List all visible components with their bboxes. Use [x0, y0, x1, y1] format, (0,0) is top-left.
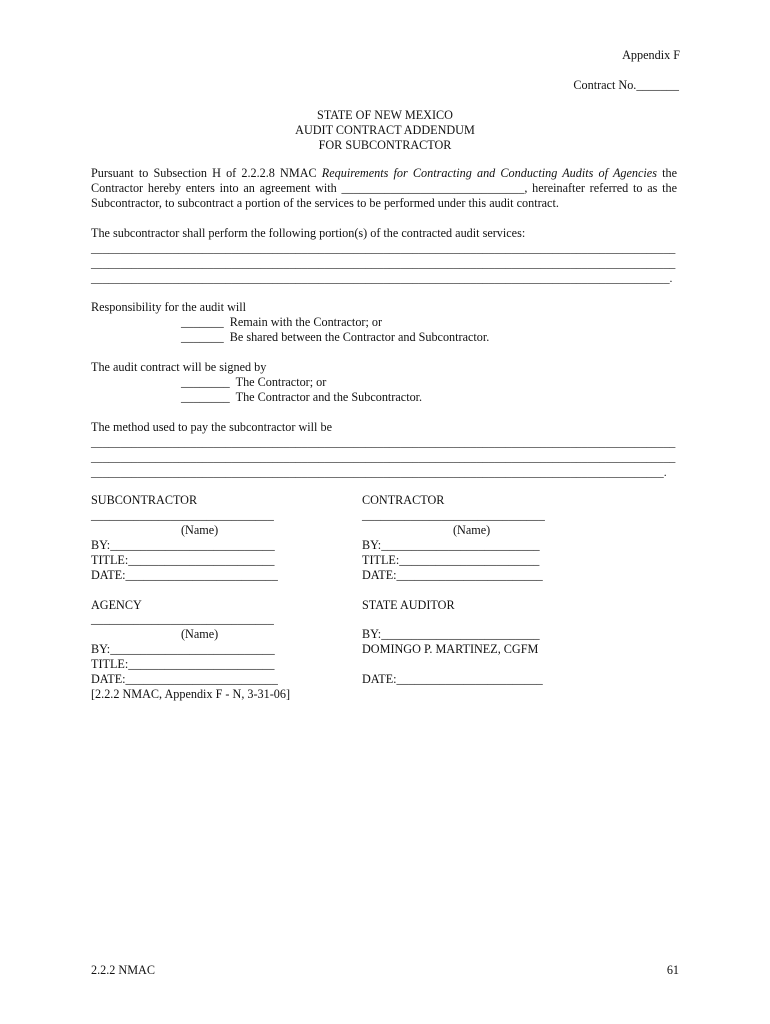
agency-date: DATE:_________________________ — [91, 672, 278, 686]
subcontractor-by: BY:___________________________ — [91, 538, 275, 552]
agency-name-label: (Name) — [181, 627, 219, 641]
intro-part-2: the Contractor hereby enters into an agreement with ______________________________, hereinafter referred to as the Subcontractor, to subcontract a portion of the services to be performed under this audit contract. — [91, 166, 678, 210]
services-label: The subcontractor shall perform the following portion(s) of the contracted audit services: — [91, 226, 526, 240]
citation: [2.2.2 NMAC, Appendix F - N, 3-31-06] — [91, 687, 291, 701]
services-line-3: ___________________________________________________________________________________________________. — [91, 272, 673, 285]
subcontractor-date: DATE:_________________________ — [91, 568, 278, 582]
title-line-2: AUDIT CONTRACT ADDENDUM — [295, 123, 475, 137]
intro-italic-title: Requirements for Contracting and Conducting Audits of Agencies — [321, 166, 657, 180]
payment-line-2: ____________________________________________________________________________________________________ — [91, 451, 676, 464]
subcontractor-heading: SUBCONTRACTOR — [91, 493, 198, 507]
agency-title: TITLE:________________________ — [91, 657, 275, 671]
title-line-1: STATE OF NEW MEXICO — [317, 108, 453, 122]
contract-number: Contract No._______ — [573, 78, 679, 92]
contractor-title: TITLE:_______________________ — [362, 553, 540, 567]
payment-line-3: __________________________________________________________________________________________________. — [91, 466, 667, 479]
contractor-by: BY:__________________________ — [362, 538, 540, 552]
state-auditor-name: DOMINGO P. MARTINEZ, CGFM — [362, 642, 539, 656]
responsibility-label: Responsibility for the audit will — [91, 300, 247, 314]
agency-by: BY:___________________________ — [91, 642, 275, 656]
footer-nmac: 2.2.2 NMAC — [91, 963, 155, 977]
state-auditor-date: DATE:________________________ — [362, 672, 543, 686]
responsibility-option-shared: _______ Be shared between the Contractor and Subcontractor. — [181, 330, 490, 344]
title-line-3: FOR SUBCONTRACTOR — [318, 138, 452, 152]
payment-label: The method used to pay the subcontractor will be — [91, 420, 332, 434]
subcontractor-name-line: ______________________________ — [91, 508, 274, 522]
signing-option-both: ________ The Contractor and the Subcontractor. — [181, 390, 423, 404]
page-number: 61 — [666, 963, 679, 977]
intro-paragraph — [91, 166, 677, 211]
contractor-name-label: (Name) — [453, 523, 491, 537]
services-line-1: ____________________________________________________________________________________________________ — [91, 242, 676, 255]
agency-heading: AGENCY — [91, 598, 142, 612]
subcontractor-name-label: (Name) — [181, 523, 219, 537]
contractor-heading: CONTRACTOR — [362, 493, 445, 507]
payment-line-1: ____________________________________________________________________________________________________ — [91, 436, 676, 449]
contractor-name-line: ______________________________ — [362, 508, 545, 522]
state-auditor-by: BY:__________________________ — [362, 627, 540, 641]
contractor-date: DATE:________________________ — [362, 568, 543, 582]
responsibility-option-contractor: _______ Remain with the Contractor; or — [181, 315, 383, 329]
signing-option-contractor: ________ The Contractor; or — [181, 375, 327, 389]
appendix-label: Appendix F — [622, 48, 680, 62]
signing-label: The audit contract will be signed by — [91, 360, 267, 374]
state-auditor-heading: STATE AUDITOR — [362, 598, 455, 612]
services-line-2: ____________________________________________________________________________________________________ — [91, 257, 676, 270]
agency-name-line: ______________________________ — [91, 612, 274, 626]
subcontractor-title: TITLE:________________________ — [91, 553, 275, 567]
intro-part-1: Pursuant to Subsection H of 2.2.2.8 NMAC — [91, 166, 322, 180]
